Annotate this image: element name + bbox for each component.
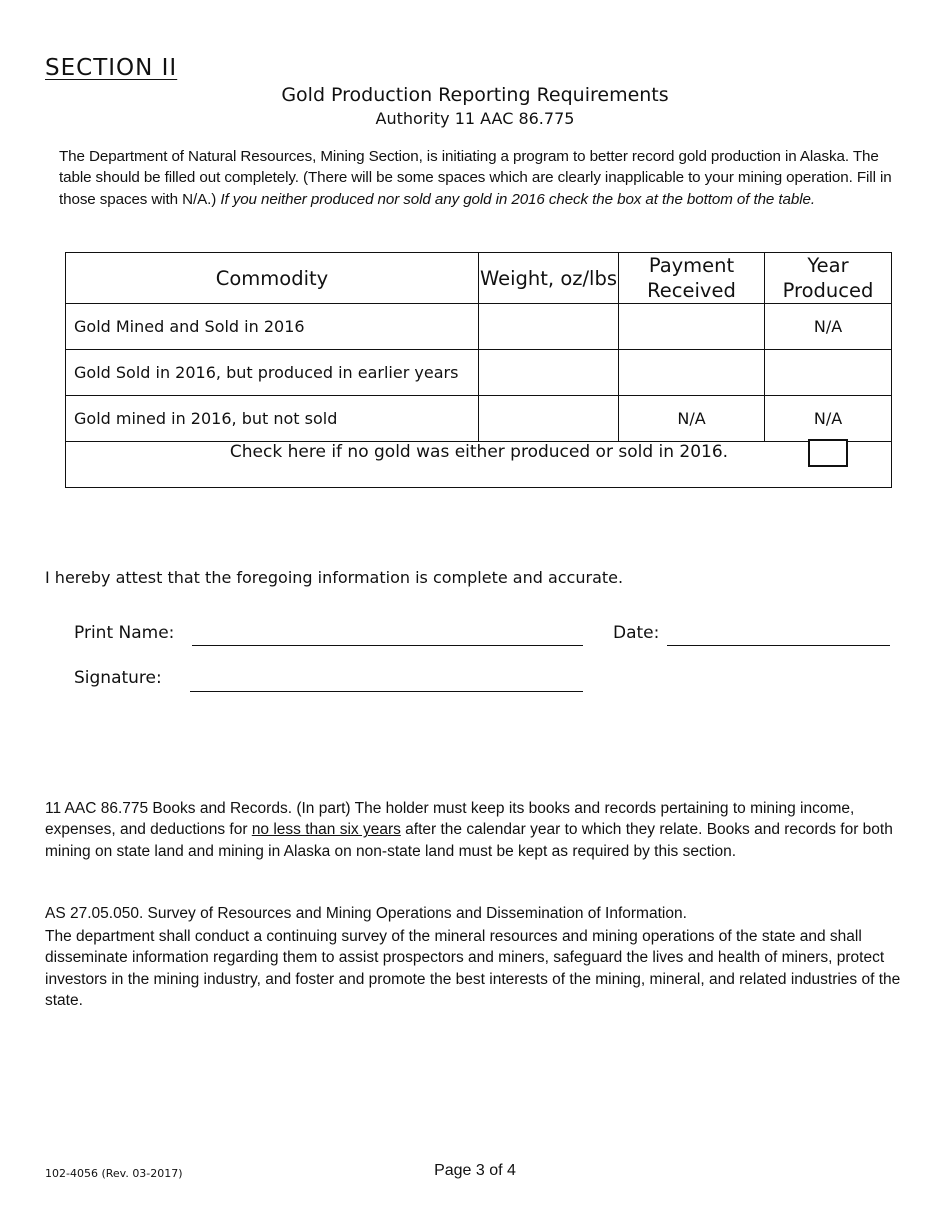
form-number: 102-4056 (Rev. 03-2017) xyxy=(45,1167,183,1180)
table-header-row xyxy=(66,253,892,304)
payment-input-cell[interactable] xyxy=(619,304,765,350)
survey-statute-title: AS 27.05.050. Survey of Resources and Mining Operations and Dissemination of Information. xyxy=(45,905,687,922)
intro-paragraph xyxy=(59,146,909,210)
header-payment: Payment Received xyxy=(619,253,765,304)
commodity-cell: Gold Mined and Sold in 2016 xyxy=(66,304,479,350)
weight-input-cell[interactable] xyxy=(479,304,619,350)
signature-field[interactable] xyxy=(190,691,583,692)
no-gold-check-label: Check here if no gold was either produced or sold in 2016. xyxy=(229,442,729,462)
check-row xyxy=(66,442,892,488)
intro-italic-note: If you neither produced nor sold any gold in 2016 check the box at the bottom of the table. xyxy=(220,190,815,208)
table-row xyxy=(66,350,892,396)
payment-input-cell[interactable] xyxy=(619,350,765,396)
commodity-cell: Gold Sold in 2016, but produced in earlier years xyxy=(66,350,479,396)
header-weight: Weight, oz/lbs xyxy=(479,253,619,304)
payment-cell: N/A xyxy=(619,396,765,442)
books-text-prefix: 11 AAC 86.775 Books and Records. (In part) The holder must keep its books and records pertaining to mining income, expenses, and deductions for xyxy=(45,800,855,839)
header-commodity: Commodity xyxy=(66,253,479,304)
header-year: Year Produced xyxy=(765,253,892,304)
gold-production-table xyxy=(65,252,892,488)
print-name-label: Print Name: xyxy=(74,623,175,643)
form-title: Gold Production Reporting Requirements xyxy=(281,84,669,106)
table-row xyxy=(66,396,892,442)
date-label: Date: xyxy=(613,623,660,643)
books-text-suffix: after the calendar year to which they relate. Books and records for both mining on state land and mining in Alaska on non-state land must be kept as required by this section. xyxy=(45,821,893,860)
attestation-statement: I hereby attest that the foregoing information is complete and accurate. xyxy=(45,568,624,587)
table-row xyxy=(66,304,892,350)
signature-label: Signature: xyxy=(74,668,162,688)
no-gold-checkbox[interactable] xyxy=(808,439,848,467)
page-number: Page 3 of 4 xyxy=(434,1162,516,1179)
print-name-field[interactable] xyxy=(192,645,583,646)
survey-statute-body: The department shall conduct a continuing survey of the mineral resources and mining operations of the state and shall disseminate information regarding them to assist prospectors and miners, safeguard the lives and health of miners, protect investors in the mining industry, and foster and promote the best interests of the mining, mineral, and related industries of the state. xyxy=(45,928,901,1010)
date-field[interactable] xyxy=(667,645,890,646)
section-title: SECTION II xyxy=(45,55,178,81)
year-input-cell[interactable] xyxy=(765,350,892,396)
check-row-cell xyxy=(66,442,892,488)
year-cell: N/A xyxy=(765,304,892,350)
authority-citation: Authority 11 AAC 86.775 xyxy=(375,109,575,128)
intro-text: The Department of Natural Resources, Mining Section, is initiating a program to better record gold production in Alaska. The table should be filled out completely. (There will be some spaces which are clearly inapplicable to your mining operation. Fill in those spaces with N/A.) xyxy=(59,148,892,208)
year-cell: N/A xyxy=(765,396,892,442)
books-records-paragraph xyxy=(45,798,910,862)
commodity-cell: Gold mined in 2016, but not sold xyxy=(66,396,479,442)
books-underlined-text: no less than six years xyxy=(251,821,401,839)
weight-input-cell[interactable] xyxy=(479,396,619,442)
weight-input-cell[interactable] xyxy=(479,350,619,396)
